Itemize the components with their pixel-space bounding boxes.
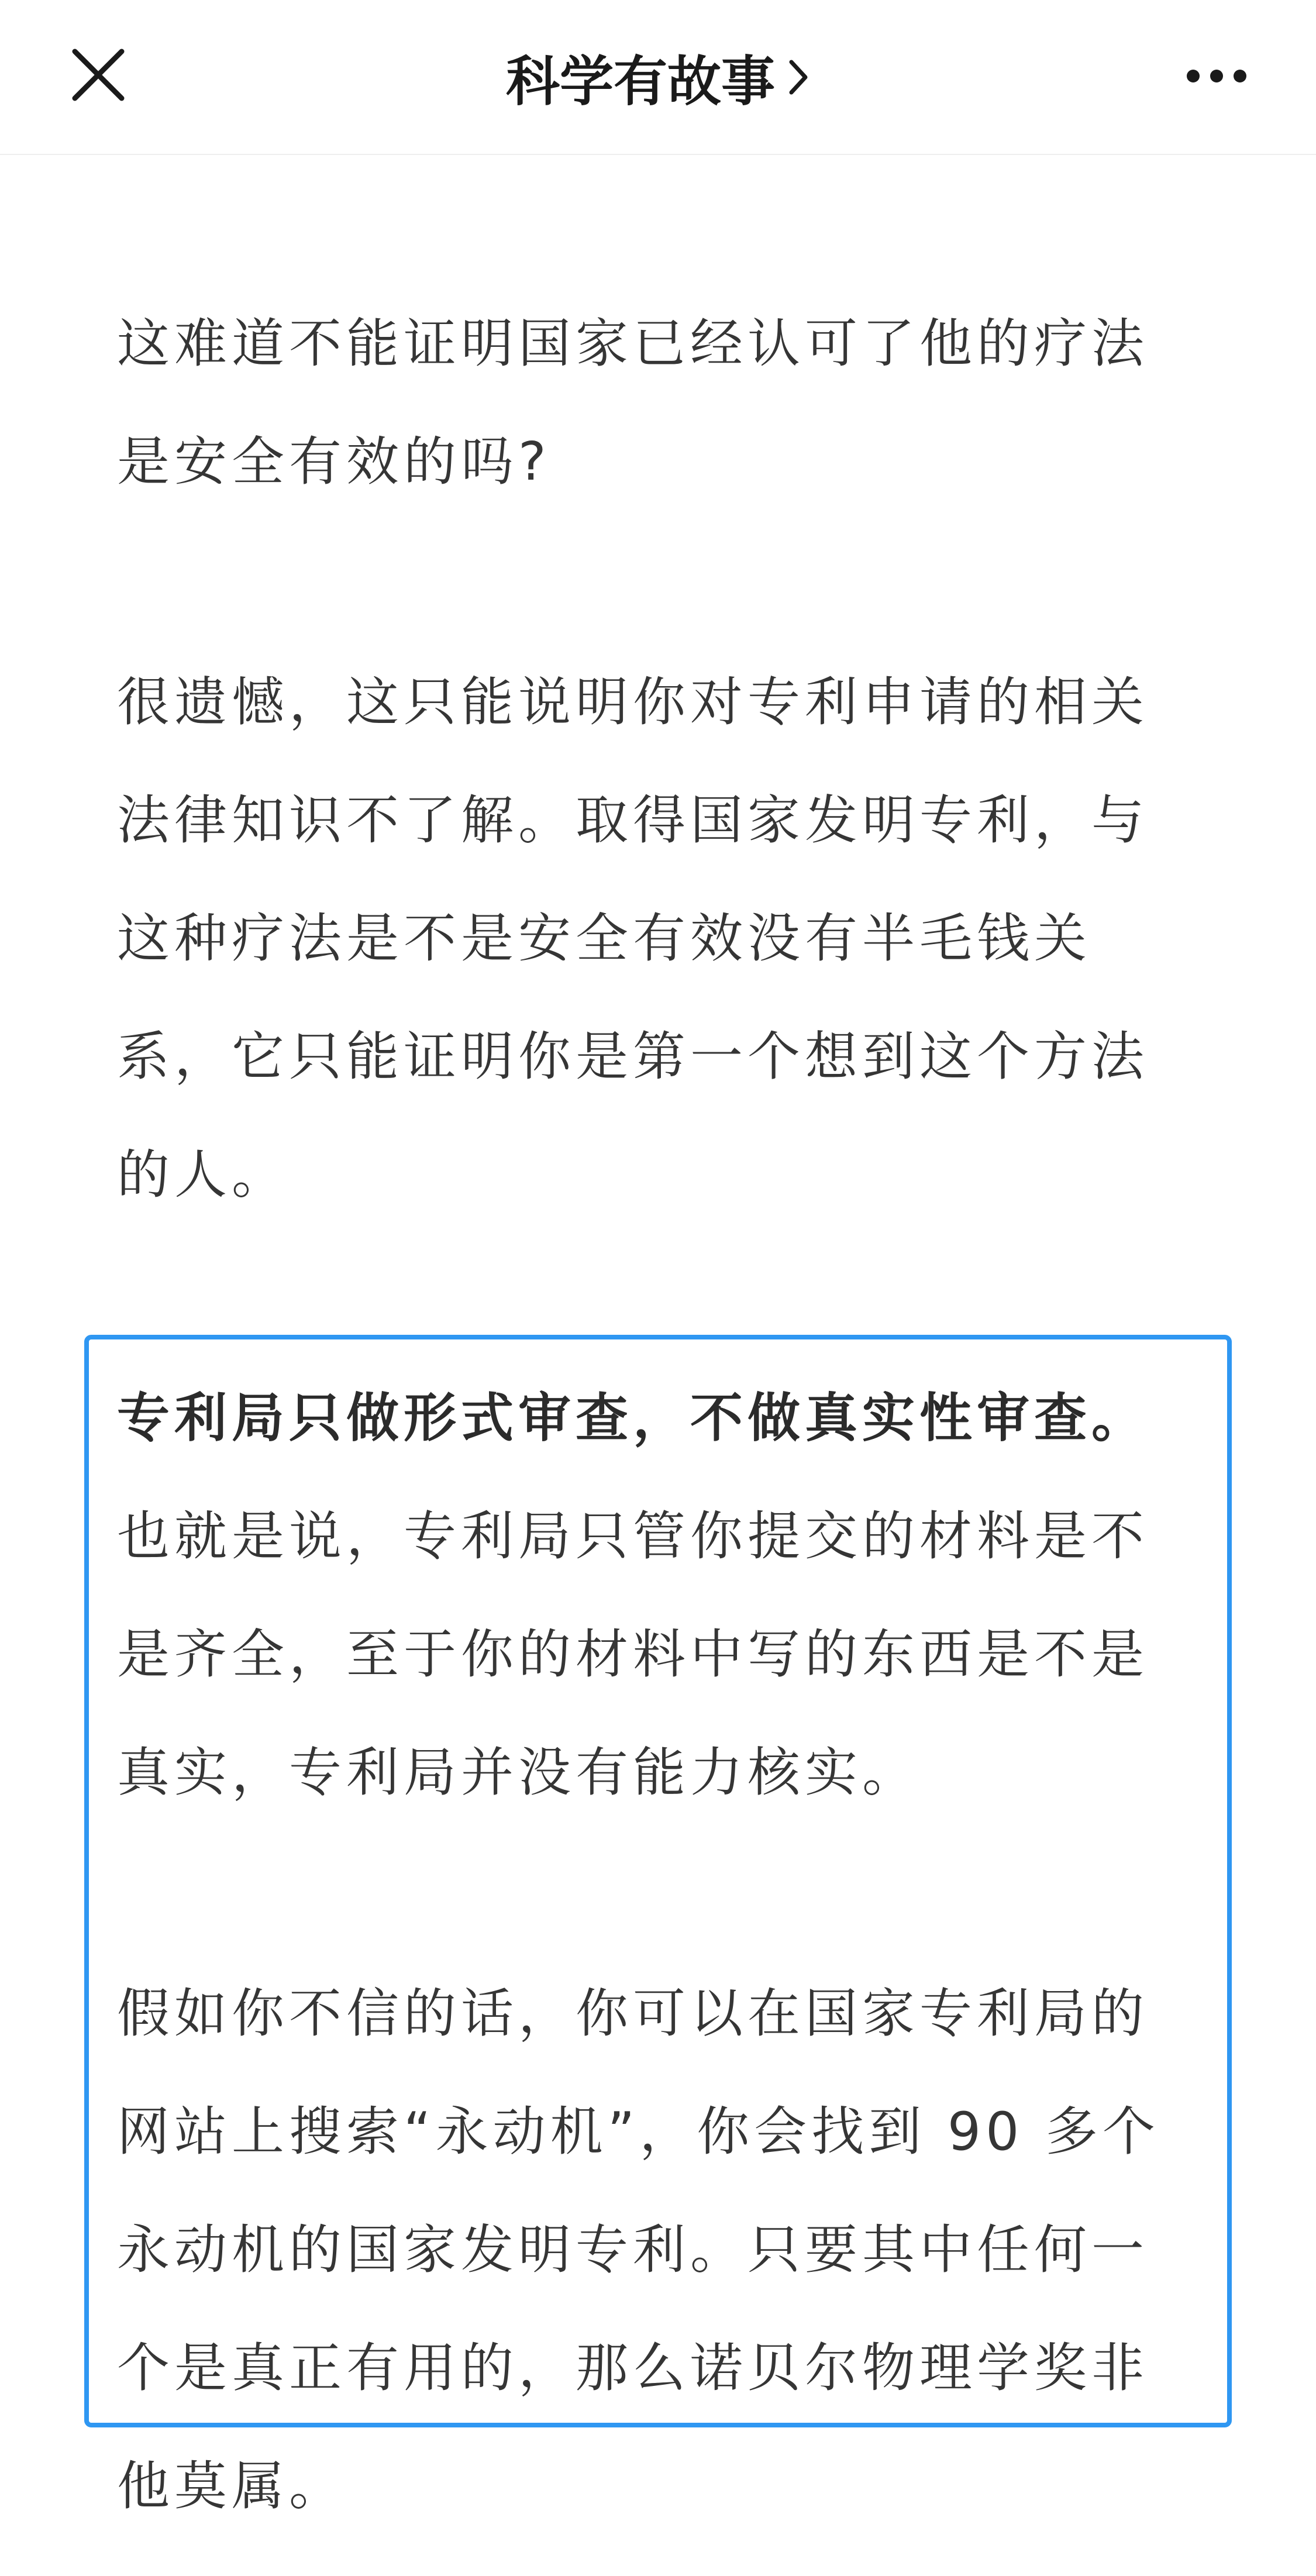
- account-title-link[interactable]: [0, 42, 1316, 112]
- chevron-right-icon: [787, 56, 810, 98]
- highlight-paragraph: [117, 1359, 1199, 1832]
- more-options-button[interactable]: [1181, 58, 1252, 94]
- article-paragraph-4: 假如你不信的话，你可以在国家专利局的网站上搜索“永动机”，你会找到 90 多个永动机的国家发明专利。只要其中任何一个是真正有用的，那么诺贝尔物理学奖非他莫属。: [117, 1983, 1160, 2517]
- article-paragraph-1: 这难道不能证明国家已经认可了他的疗法是安全有效的吗?: [117, 313, 1149, 493]
- article-paragraph-2: 很遗憾，这只能说明你对专利申请的相关法律知识不了解。取得国家发明专利，与这种疗法是不是安全有效没有半毛钱关系，它只能证明你是第一个想到这个方法的人。: [117, 671, 1149, 1206]
- more-dots-icon: [1181, 58, 1252, 94]
- highlight-bold-text: 专利局只做形式审查，不做真实性审查。: [117, 1387, 1149, 1449]
- highlight-body-text: 也就是说，专利局只管你提交的材料是不是齐全，至于你的材料中写的东西是不是真实，专利局并没有能力核实。: [117, 1506, 1149, 1803]
- top-navigation-bar: [0, 0, 1316, 155]
- account-title: 科学有故事: [505, 50, 775, 113]
